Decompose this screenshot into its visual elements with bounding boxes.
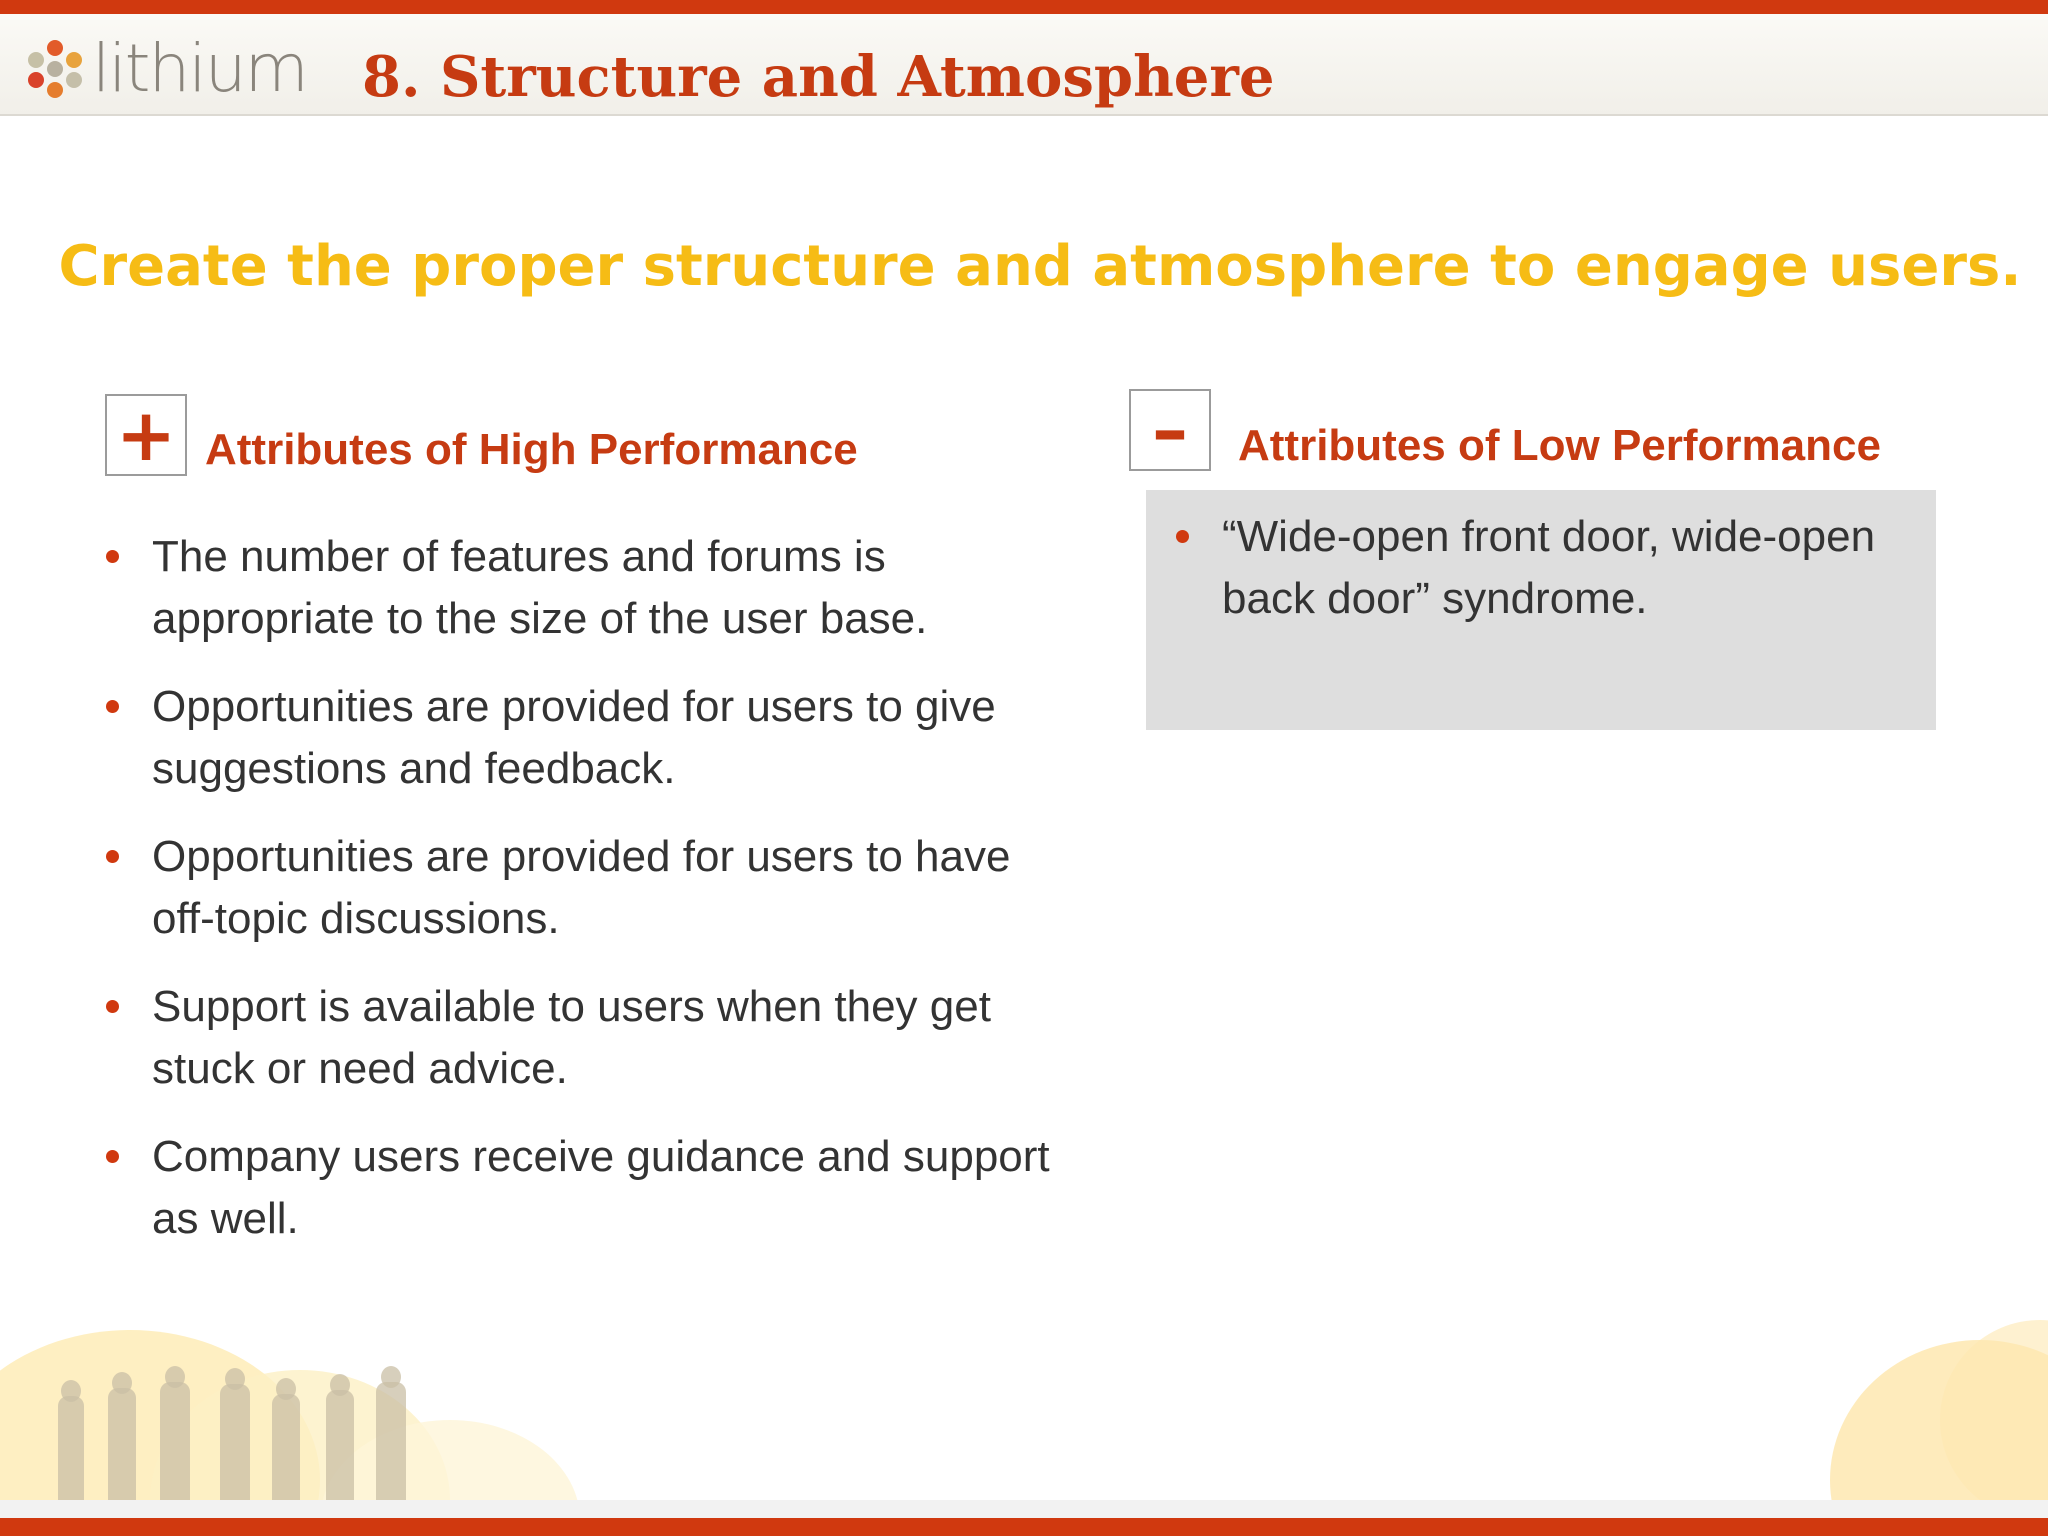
flower-dots-icon (24, 38, 86, 100)
footer-decoration (0, 1310, 2048, 1536)
top-accent-bar (0, 0, 2048, 14)
bottom-accent-bar (0, 1518, 2048, 1536)
low-performance-list (1176, 506, 1936, 656)
minus-icon: – (1129, 389, 1211, 471)
list-item: “Wide-open front door, wide-open back door” syndrome. (1176, 506, 1936, 630)
slide-subtitle: Create the proper structure and atmosphere to engage users. (58, 234, 2022, 299)
plus-icon: + (105, 394, 187, 476)
high-performance-heading: Attributes of High Performance (205, 425, 858, 474)
lithium-logo (24, 30, 307, 107)
list-item: Support is available to users when they get stuck or need advice. (106, 976, 1066, 1100)
list-item: Opportunities are provided for users to have off-topic discussions. (106, 826, 1066, 950)
low-performance-heading: Attributes of Low Performance (1238, 421, 1881, 470)
slide-title: 8. Structure and Atmosphere (362, 44, 1275, 110)
list-item: Company users receive guidance and support as well. (106, 1126, 1066, 1250)
slide-header (0, 14, 2048, 116)
list-item: The number of features and forums is appropriate to the size of the user base. (106, 526, 1066, 650)
logo-text: lithium (92, 30, 307, 107)
list-item: Opportunities are provided for users to give suggestions and feedback. (106, 676, 1066, 800)
high-performance-list (106, 526, 1066, 1276)
